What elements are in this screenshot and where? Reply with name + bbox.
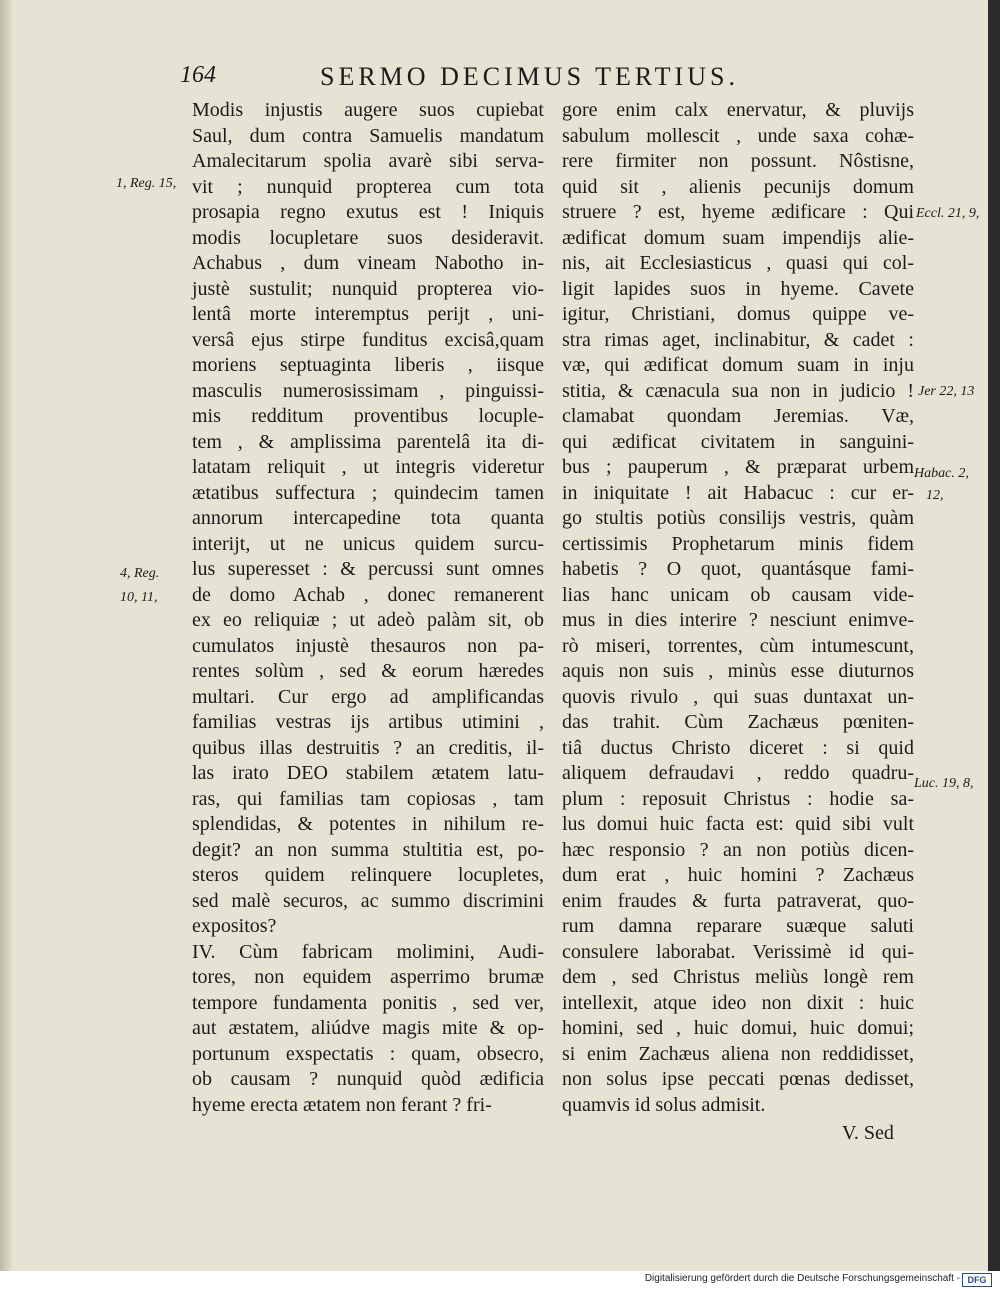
- text-line: struere ? est, hyeme ædificare : Qui: [562, 201, 914, 223]
- text-line: annorum intercapedine tota quanta: [192, 507, 544, 529]
- page-gutter-shadow: [0, 0, 14, 1271]
- text-line: Achabus , dum vineam Nabotho in-: [192, 252, 544, 274]
- text-line: ligit lapides suos in hyeme. Cavete: [562, 277, 914, 300]
- text-line: de domo Achab , donec remanerent: [192, 583, 544, 606]
- text-line: cumulatos injustè thesauros non pa-: [192, 634, 544, 657]
- margin-note-reference: 1, Reg. 15,: [116, 176, 177, 191]
- text-line: stitia, & cænacula sua non in judicio !: [562, 379, 914, 402]
- text-line: qui ædificat civitatem in sanguini-: [562, 430, 914, 453]
- text-line: quibus illas destruitis ? an creditis, il-: [192, 736, 544, 759]
- text-line: moriens septuaginta liberis , iisque: [192, 354, 544, 376]
- text-line: degit? an non summa stultitia est, po-: [192, 838, 544, 861]
- text-line: masculis numerosissimam , pinguissi-: [192, 379, 544, 402]
- margin-note-reference: 12,: [926, 488, 944, 503]
- text-line: clamabat quondam Jeremias. Væ,: [562, 405, 914, 427]
- text-line: das trahit. Cùm Zachæus pœniten-: [562, 711, 914, 733]
- page-header: [180, 62, 970, 102]
- text-line: portunum exspectatis : quam, obsecro,: [192, 1042, 544, 1065]
- text-line: Modis injustis augere suos cupiebat: [192, 99, 544, 121]
- text-line: non solus ipse peccati pœnas dedisset,: [562, 1068, 914, 1090]
- text-line: dum erat , huic homini ? Zachæus: [562, 864, 914, 886]
- text-line: certissimis Prophetarum minis fidem: [562, 532, 914, 555]
- text-line: stra rimas aget, inclinabitur, & cadet :: [562, 328, 914, 351]
- text-line: tores, non equidem asperrimo brumæ: [192, 966, 544, 988]
- text-line: interijt, ut ne unicus quidem surcu-: [192, 532, 544, 555]
- text-line: tem , & amplissima parentelâ ita di-: [192, 430, 544, 453]
- text-line: rentes solùm , sed & eorum hæredes: [192, 660, 544, 682]
- text-line: sabulum mollescit , unde saxa cohæ-: [562, 124, 914, 147]
- text-line: dem , sed Christus meliùs longè rem: [562, 966, 914, 988]
- margin-note-reference: 10, 11,: [120, 590, 158, 605]
- dfg-logo: DFG: [962, 1273, 992, 1287]
- text-line: intellexit, atque ideo non dixit : huic: [562, 991, 914, 1014]
- text-line: mus in dies interire ? nesciunt enimve-: [562, 609, 914, 631]
- text-line: gore enim calx enervatur, & pluvijs: [562, 99, 914, 121]
- text-line: enim fraudes & furta patraverat, quo-: [562, 889, 914, 912]
- text-line: igitur, Christiani, domus quippe ve-: [562, 303, 914, 325]
- text-line: rò miseri, torrentes, cùm intumescunt,: [562, 634, 914, 657]
- text-line: Amalecitarum spolia avarè sibi serva-: [192, 150, 544, 172]
- text-line: versâ ejus stirpe funditus excisâ,quam: [192, 328, 544, 351]
- text-line: nis, ait Ecclesiasticus , quasi qui col-: [562, 252, 914, 274]
- text-line: aliquem defraudavi , reddo quadru-: [562, 762, 914, 784]
- text-line: hyeme erecta ætatem non ferant ? fri-: [192, 1093, 492, 1116]
- text-line: væ, qui ædificat domum suam in inju: [562, 354, 914, 376]
- text-line: splendidas, & potentes in nihilum re-: [192, 813, 544, 835]
- text-line: sed malè securos, ac summo discrimini: [192, 889, 544, 912]
- text-line: ob causam ? nunquid quòd ædificia: [192, 1068, 544, 1090]
- text-line: quovis rivulo , qui suas duntaxat un-: [562, 685, 914, 708]
- text-line: aquis non suis , minùs esse diuturnos: [562, 660, 914, 682]
- text-line: quid sit , alienis pecunijs domum: [562, 175, 914, 198]
- text-line: mis redditum proventibus locuple-: [192, 405, 544, 427]
- digitization-footer: [0, 1271, 1000, 1289]
- text-line: familias vestras ijs artibus utimini ,: [192, 711, 544, 733]
- text-line: bus ; pauperum , & præparat urbem: [562, 456, 914, 478]
- text-line: Saul, dum contra Samuelis mandatum: [192, 124, 544, 147]
- text-line: las irato DEO stabilem ætatem latu-: [192, 762, 544, 784]
- margin-note-reference: Jer 22, 13: [918, 384, 975, 399]
- catchword: V. Sed: [842, 1122, 894, 1144]
- text-line: rum damna reparare suæque saluti: [562, 915, 914, 937]
- page-number: 164: [180, 62, 216, 88]
- text-line: steros quidem relinquere locupletes,: [192, 864, 544, 886]
- text-line: justè sustulit; nunquid propterea vio-: [192, 277, 544, 300]
- margin-note-reference: Eccl. 21, 9,: [916, 206, 980, 221]
- text-line: in iniquitate ! ait Habacuc : cur er-: [562, 481, 914, 504]
- text-line: latatam reliquit , ut integris videretur: [192, 456, 544, 478]
- text-line: lias hanc unicam ob causam vide-: [562, 583, 914, 606]
- text-line: multari. Cur ergo ad amplificandas: [192, 685, 544, 708]
- text-line: go stultis potiùs consilijs vestris, quàm: [562, 507, 914, 529]
- text-line: IV. Cùm fabricam molimini, Audi-: [192, 940, 544, 963]
- text-line: homini, sed , huic domui, huic domui;: [562, 1017, 914, 1039]
- text-line: tiâ ductus Christo diceret : si quid: [562, 736, 914, 759]
- running-title: SERMO DECIMUS TERTIUS.: [320, 62, 739, 91]
- text-line: consulere laborabat. Verissimè id qui-: [562, 940, 914, 963]
- text-line: habetis ? O quot, quantásque fami-: [562, 558, 914, 580]
- text-line: vit ; nunquid propterea cum tota: [192, 175, 544, 198]
- text-line: ex eo reliquiæ ; ut adeò palàm sit, ob: [192, 609, 544, 631]
- text-line: rere firmiter non possunt. Nôstisne,: [562, 150, 914, 172]
- margin-note-reference: Habac. 2,: [914, 466, 969, 481]
- text-line: expositos?: [192, 915, 277, 937]
- text-line: aut æstatem, aliúdve magis mite & op-: [192, 1017, 544, 1039]
- text-line: tempore fundamenta ponitis , sed ver,: [192, 991, 544, 1014]
- text-line: quamvis id solus admisit.: [562, 1093, 766, 1116]
- text-line: lus superesset : & percussi sunt omnes: [192, 558, 544, 580]
- margin-note-reference: 4, Reg.: [120, 566, 160, 581]
- text-line: ætatibus suffectura ; quindecim tamen: [192, 481, 544, 504]
- text-line: prosapia regno exutus est ! Iniquis: [192, 201, 544, 223]
- scan-border: [988, 0, 1000, 1271]
- margin-note-reference: Luc. 19, 8,: [914, 776, 974, 791]
- text-line: hæc responsio ? an non potiùs dicen-: [562, 838, 914, 861]
- text-line: si enim Zachæus aliena non reddidisset,: [562, 1042, 914, 1065]
- text-line: lentâ morte interemptus perijt , uni-: [192, 303, 544, 325]
- text-line: ædificat domum suam impendijs alie-: [562, 226, 914, 249]
- left-text-column: [192, 98, 544, 1118]
- text-line: lus domui huic facta est: quid sibi vult: [562, 813, 914, 835]
- funding-credit: Digitalisierung gefördert durch die Deutsche Forschungsgemeinschaft -: [644, 1273, 960, 1284]
- right-text-column: [562, 98, 914, 1118]
- text-line: plum : reposuit Christus : hodie sa-: [562, 787, 914, 810]
- text-line: modis locupletare suos desideravit.: [192, 226, 544, 249]
- text-line: ras, qui familias tam copiosas , tam: [192, 787, 544, 810]
